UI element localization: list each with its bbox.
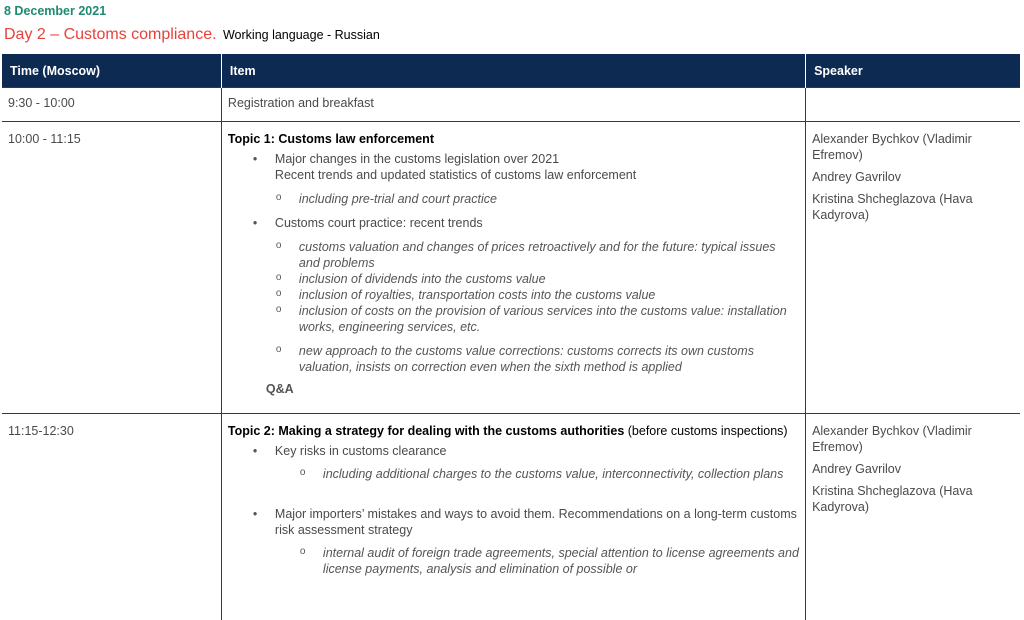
- topic-note: (before customs inspections): [627, 424, 788, 438]
- sub-list-item: o including pre-trial and court practice: [228, 191, 799, 207]
- bullet-list: [228, 215, 799, 231]
- bullet-list: [228, 506, 799, 538]
- table-header-row: [2, 54, 1020, 88]
- agenda-table: [2, 54, 1020, 620]
- speaker-cell: [806, 88, 1020, 122]
- working-language: Working language - Russian: [222, 28, 380, 42]
- speaker-name: Kristina Shcheglazova (Hava Kadyrova): [812, 192, 973, 222]
- sub-list-item: o inclusion of costs on the provision of various services into the customs value: installation works, engineering services, etc.: [228, 303, 799, 335]
- day-title: Day 2 – Customs compliance.: [4, 26, 217, 43]
- list-item: [228, 151, 799, 183]
- item-cell: [221, 122, 805, 414]
- day-heading: [4, 26, 380, 44]
- column-header-speaker: Speaker: [806, 54, 1020, 88]
- topic-title: Topic 1: Customs law enforcement: [227, 132, 434, 146]
- bullet-text: Recent trends and updated statistics of customs law enforcement: [274, 168, 637, 182]
- speaker-cell: [806, 414, 1020, 620]
- sub-list: [228, 239, 799, 375]
- speaker-name: Alexander Bychkov (Vladimir Efremov): [812, 132, 972, 162]
- time-cell: 11:15-12:30: [2, 414, 221, 620]
- column-header-item: Item: [221, 54, 805, 88]
- sub-list: [228, 466, 799, 482]
- speaker-name: Alexander Bychkov (Vladimir Efremov): [812, 424, 972, 454]
- time-cell: 9:30 - 10:00: [2, 88, 221, 122]
- bullet-text: • Major changes in the customs legislation over 2021: [274, 152, 560, 166]
- list-item: • Major importers’ mistakes and ways to avoid them. Recommendations on a long-term customs risk assessment strategy: [228, 506, 799, 538]
- list-item: • Customs court practice: recent trends: [228, 215, 799, 231]
- speaker-cell: [806, 122, 1020, 414]
- table-row: [2, 122, 1020, 414]
- sub-list-item: o internal audit of foreign trade agreements, special attention to license agreements and license payments, analysis and elimination of possible or: [228, 545, 799, 577]
- sub-list-item: o customs valuation and changes of prices retroactively and for the future: typical issues and problems: [228, 239, 799, 271]
- table-row: [2, 414, 1020, 620]
- time-cell: 10:00 - 11:15: [2, 122, 221, 414]
- sub-list: [228, 545, 799, 577]
- speaker-name: Kristina Shcheglazova (Hava Kadyrova): [812, 484, 973, 514]
- sub-list: [228, 191, 799, 207]
- item-cell: Registration and breakfast: [221, 88, 805, 122]
- sub-list-item: o inclusion of royalties, transportation costs into the customs value: [228, 287, 799, 303]
- bullet-list: [228, 151, 799, 183]
- sub-list-item: o new approach to the customs value corrections: customs corrects its own customs valuation, insists on correction even when the sixth method is applied: [228, 343, 799, 375]
- speaker-name: Andrey Gavrilov: [812, 462, 901, 476]
- qa-label: Q&A: [265, 382, 294, 396]
- sub-list-item: o including additional charges to the customs value, interconnectivity, collection plans: [228, 466, 799, 482]
- column-header-time: Time (Moscow): [2, 54, 221, 88]
- bullet-list: [228, 443, 799, 459]
- item-cell: [221, 414, 805, 620]
- event-date: 8 December 2021: [4, 4, 107, 18]
- list-item: • Key risks in customs clearance: [228, 443, 799, 459]
- table-row: [2, 88, 1020, 122]
- topic-title: Topic 2: Making a strategy for dealing with the customs authorities: [227, 424, 625, 438]
- speaker-name: Andrey Gavrilov: [812, 170, 901, 184]
- sub-list-item: o inclusion of dividends into the customs value: [228, 271, 799, 287]
